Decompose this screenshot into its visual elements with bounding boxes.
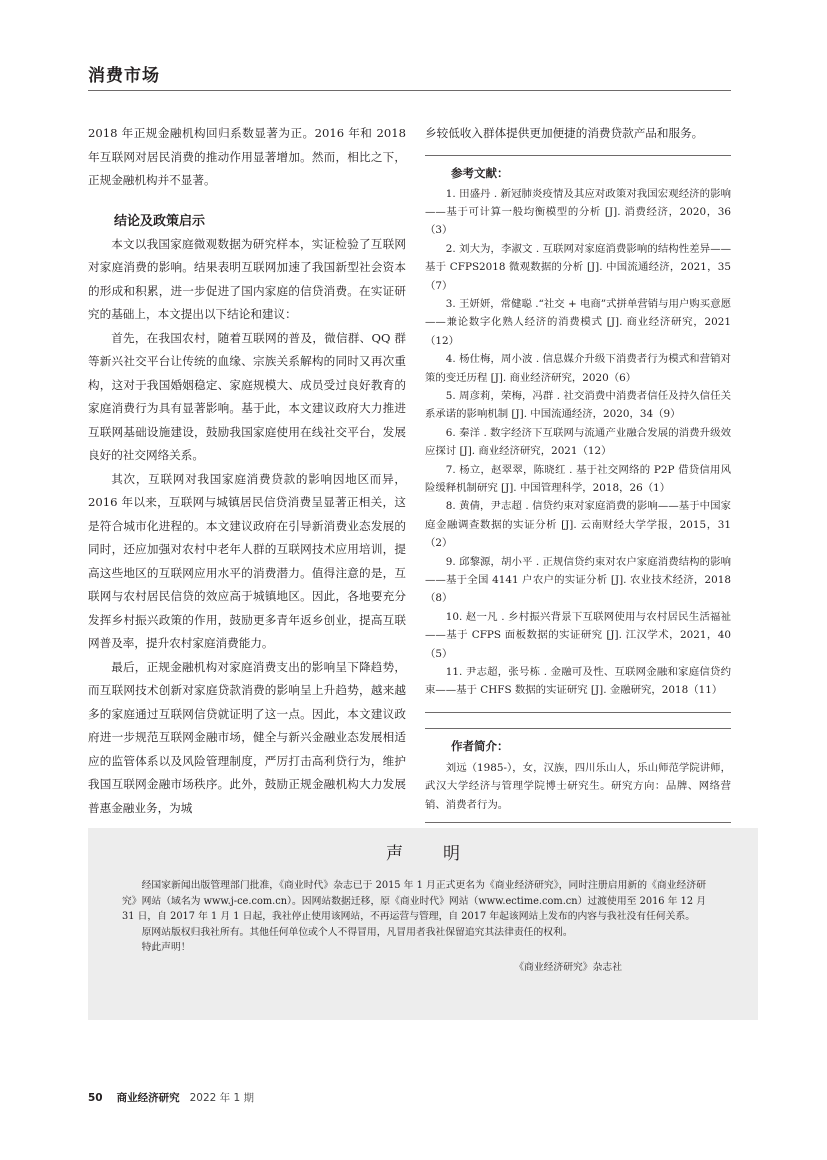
reference-item: 11. 尹志超，张号栋 . 金融可及性、互联网金融和家庭信贷约束——基于 CHFS 数据的实证研究 [J]. 金融研究，2018（11） — [425, 666, 731, 697]
author-heading: 作者简介： — [451, 738, 509, 753]
notice-title: 声明 — [386, 844, 500, 864]
notice-signature: 《商业经济研究》杂志社 — [514, 961, 622, 973]
notice-paragraph: 经国家新闻出版管理部门批准，《商业时代》杂志已于 2015 年 1 月正式更名为《商业经济研究》，同时注册启用新的《商业经济研究》网站（域名为 www.j-ce.com.cn）。因网站数据迁移，原《商业时代》网站（www.ectime.com.cn）过渡使用至 2016 年 12 月 31 日，自 2017 年 1 月 1 日起，我社停止使用该网站，不再运营与管理，自 2017 年起该网站上发布的内容与我社没有任何关系。 — [122, 880, 706, 922]
notice-paragraph: 原网站版权归我社所有。其他任何单位或个人不得冒用，凡冒用者我社保留追究其法律责任的权利。 — [141, 926, 573, 938]
body-paragraph: 其次，互联网对我国家庭消费贷款的影响因地区而异，2016 年以来，互联网与城镇居民信贷消费呈显著正相关，这是符合城市化进程的。本文建议政府在引导新消费业态发展的同时，还应加强对农村中老年人群的互联网技术应用培训，提高这些地区的互联网应用水平的消费潜力。值得注意的是，互联网与农村居民信贷的效应高于城镇地区。因此，各地要充分发挥乡村振兴政策的作用，鼓励更多青年返乡创业，提高互联网普及率，提升农村家庭消费能力。 — [88, 471, 406, 650]
journal-name: 商业经济研究 — [116, 1092, 180, 1104]
notice-body — [88, 878, 758, 956]
reference-item: 6. 秦洋 . 数字经济下互联网与流通产业融合发展的消费升级效应探讨 [J]. 商业经济研究，2021（12） — [425, 426, 731, 458]
references-section — [425, 156, 731, 700]
section-subheading: 结论及政策启示 — [114, 213, 206, 229]
left-column — [88, 122, 406, 820]
reference-item: 4. 杨仕梅，周小波 . 信息媒介升级下消费者行为模式和营销对策的变迁历程 [J]. 商业经济研究，2020（6） — [425, 353, 731, 384]
reference-item: 3. 王妍妍，常健聪 .“社交 + 电商”式拼单营销与用户购买意愿——兼论数字化熟人经济的消费模式 [J]. 商业经济研究，2021（12） — [425, 297, 731, 347]
issue-label: 2022 年 1 期 — [189, 1092, 255, 1104]
page-footer — [88, 1091, 254, 1105]
reference-item: 10. 赵一凡 . 乡村振兴背景下互联网使用与农村居民生活福祉——基于 CFPS 面板数据的实证研究 [J]. 江汉学术，2021，40（5） — [425, 610, 731, 660]
reference-item: 5. 周彦莉，荣梅，冯群 . 社交消费中消费者信任及持久信任关系承诺的影响机制 [J]. 中国流通经济，2020，34（9） — [425, 389, 731, 421]
divider — [425, 822, 731, 823]
author-bio: 刘远（1985-），女，汉族，四川乐山人，乐山师范学院讲师，武汉大学经济与管理学院博士研究生。研究方向：品牌、网络营销、消费者行为。 — [425, 761, 731, 811]
body-paragraph: 首先，在我国农村，随着互联网的普及，微信群、QQ 群等新兴社交平台让传统的血缘、宗族关系解构的同时又再次重构，这对于我国婚姻稳定、家庭规模大、成员受过良好教育的家庭消费行为具有显著影响。基于此，本文建议政府大力推进互联网基础设施建设，鼓励我国家庭使用在线社交平台，发展良好的社交网络关系。 — [88, 330, 406, 462]
reference-item: 2. 刘大为，李淑文 . 互联网对家庭消费影响的结构性差异——基于 CFPS2018 微观数据的分析 [J]. 中国流通经济，2021，35（7） — [425, 242, 731, 292]
body-paragraph: 最后，正规金融机构对家庭消费支出的影响呈下降趋势，而互联网技术创新对家庭贷款消费的影响呈上升趋势，越来越多的家庭通过互联网信贷就证明了这一点。因此，本文建议政府进一步规范互联网金融市场，健全与新兴金融业态发展相适应的监管体系以及风险管理制度，严厉打击高利贷行为，维护我国互联网金融市场秩序。此外，鼓励正规金融机构大力发展普惠金融业务，为城 — [88, 659, 406, 815]
references-heading: 参考文献： — [451, 165, 509, 180]
reference-item: 1. 田盛丹 . 新冠肺炎疫情及其应对政策对我国宏观经济的影响——基于可计算一般均衡模型的分析 [J]. 消费经济，2020，36（3） — [425, 187, 731, 237]
section-title: 消费市场 — [88, 66, 160, 86]
notice-box — [88, 828, 758, 1020]
divider — [425, 712, 731, 713]
reference-item: 9. 邱黎源，胡小平 . 正规信贷约束对农户家庭消费结构的影响——基于全国 4141 户农户的实证分析 [J]. 农业技术经济，2018（8） — [425, 555, 731, 605]
page-number: 50 — [88, 1092, 103, 1104]
body-paragraph: 本文以我国家庭微观数据为研究样本，实证检验了互联网对家庭消费的影响。结果表明互联网加速了我国新型社会资本的形成和积累，进一步促进了国内家庭的信贷消费。在实证研究的基础上，本文提出以下结论和建议： — [88, 236, 406, 321]
reference-item: 8. 黄倩，尹志超 . 信贷约束对家庭消费的影响——基于中国家庭金融调查数据的实证分析 [J]. 云南财经大学学报，2015，31（2） — [425, 500, 731, 550]
notice-paragraph: 特此声明！ — [141, 942, 191, 953]
author-section — [425, 729, 731, 814]
right-column — [425, 122, 731, 823]
continuation-paragraph: 2018 年正规金融机构回归系数显著为正。2016 年和 2018 年互联网对居民消费的推动作用显著增加。然而，相比之下，正规金融机构并不显著。 — [88, 126, 406, 187]
reference-item: 7. 杨立，赵翠翠，陈晓红 . 基于社交网络的 P2P 借贷信用风险缓释机制研究 [J]. 中国管理科学，2018，26（1） — [425, 463, 731, 494]
section-header — [88, 66, 731, 91]
continuation-paragraph: 乡较低收入群体提供更加便捷的消费贷款产品和服务。 — [425, 126, 704, 140]
